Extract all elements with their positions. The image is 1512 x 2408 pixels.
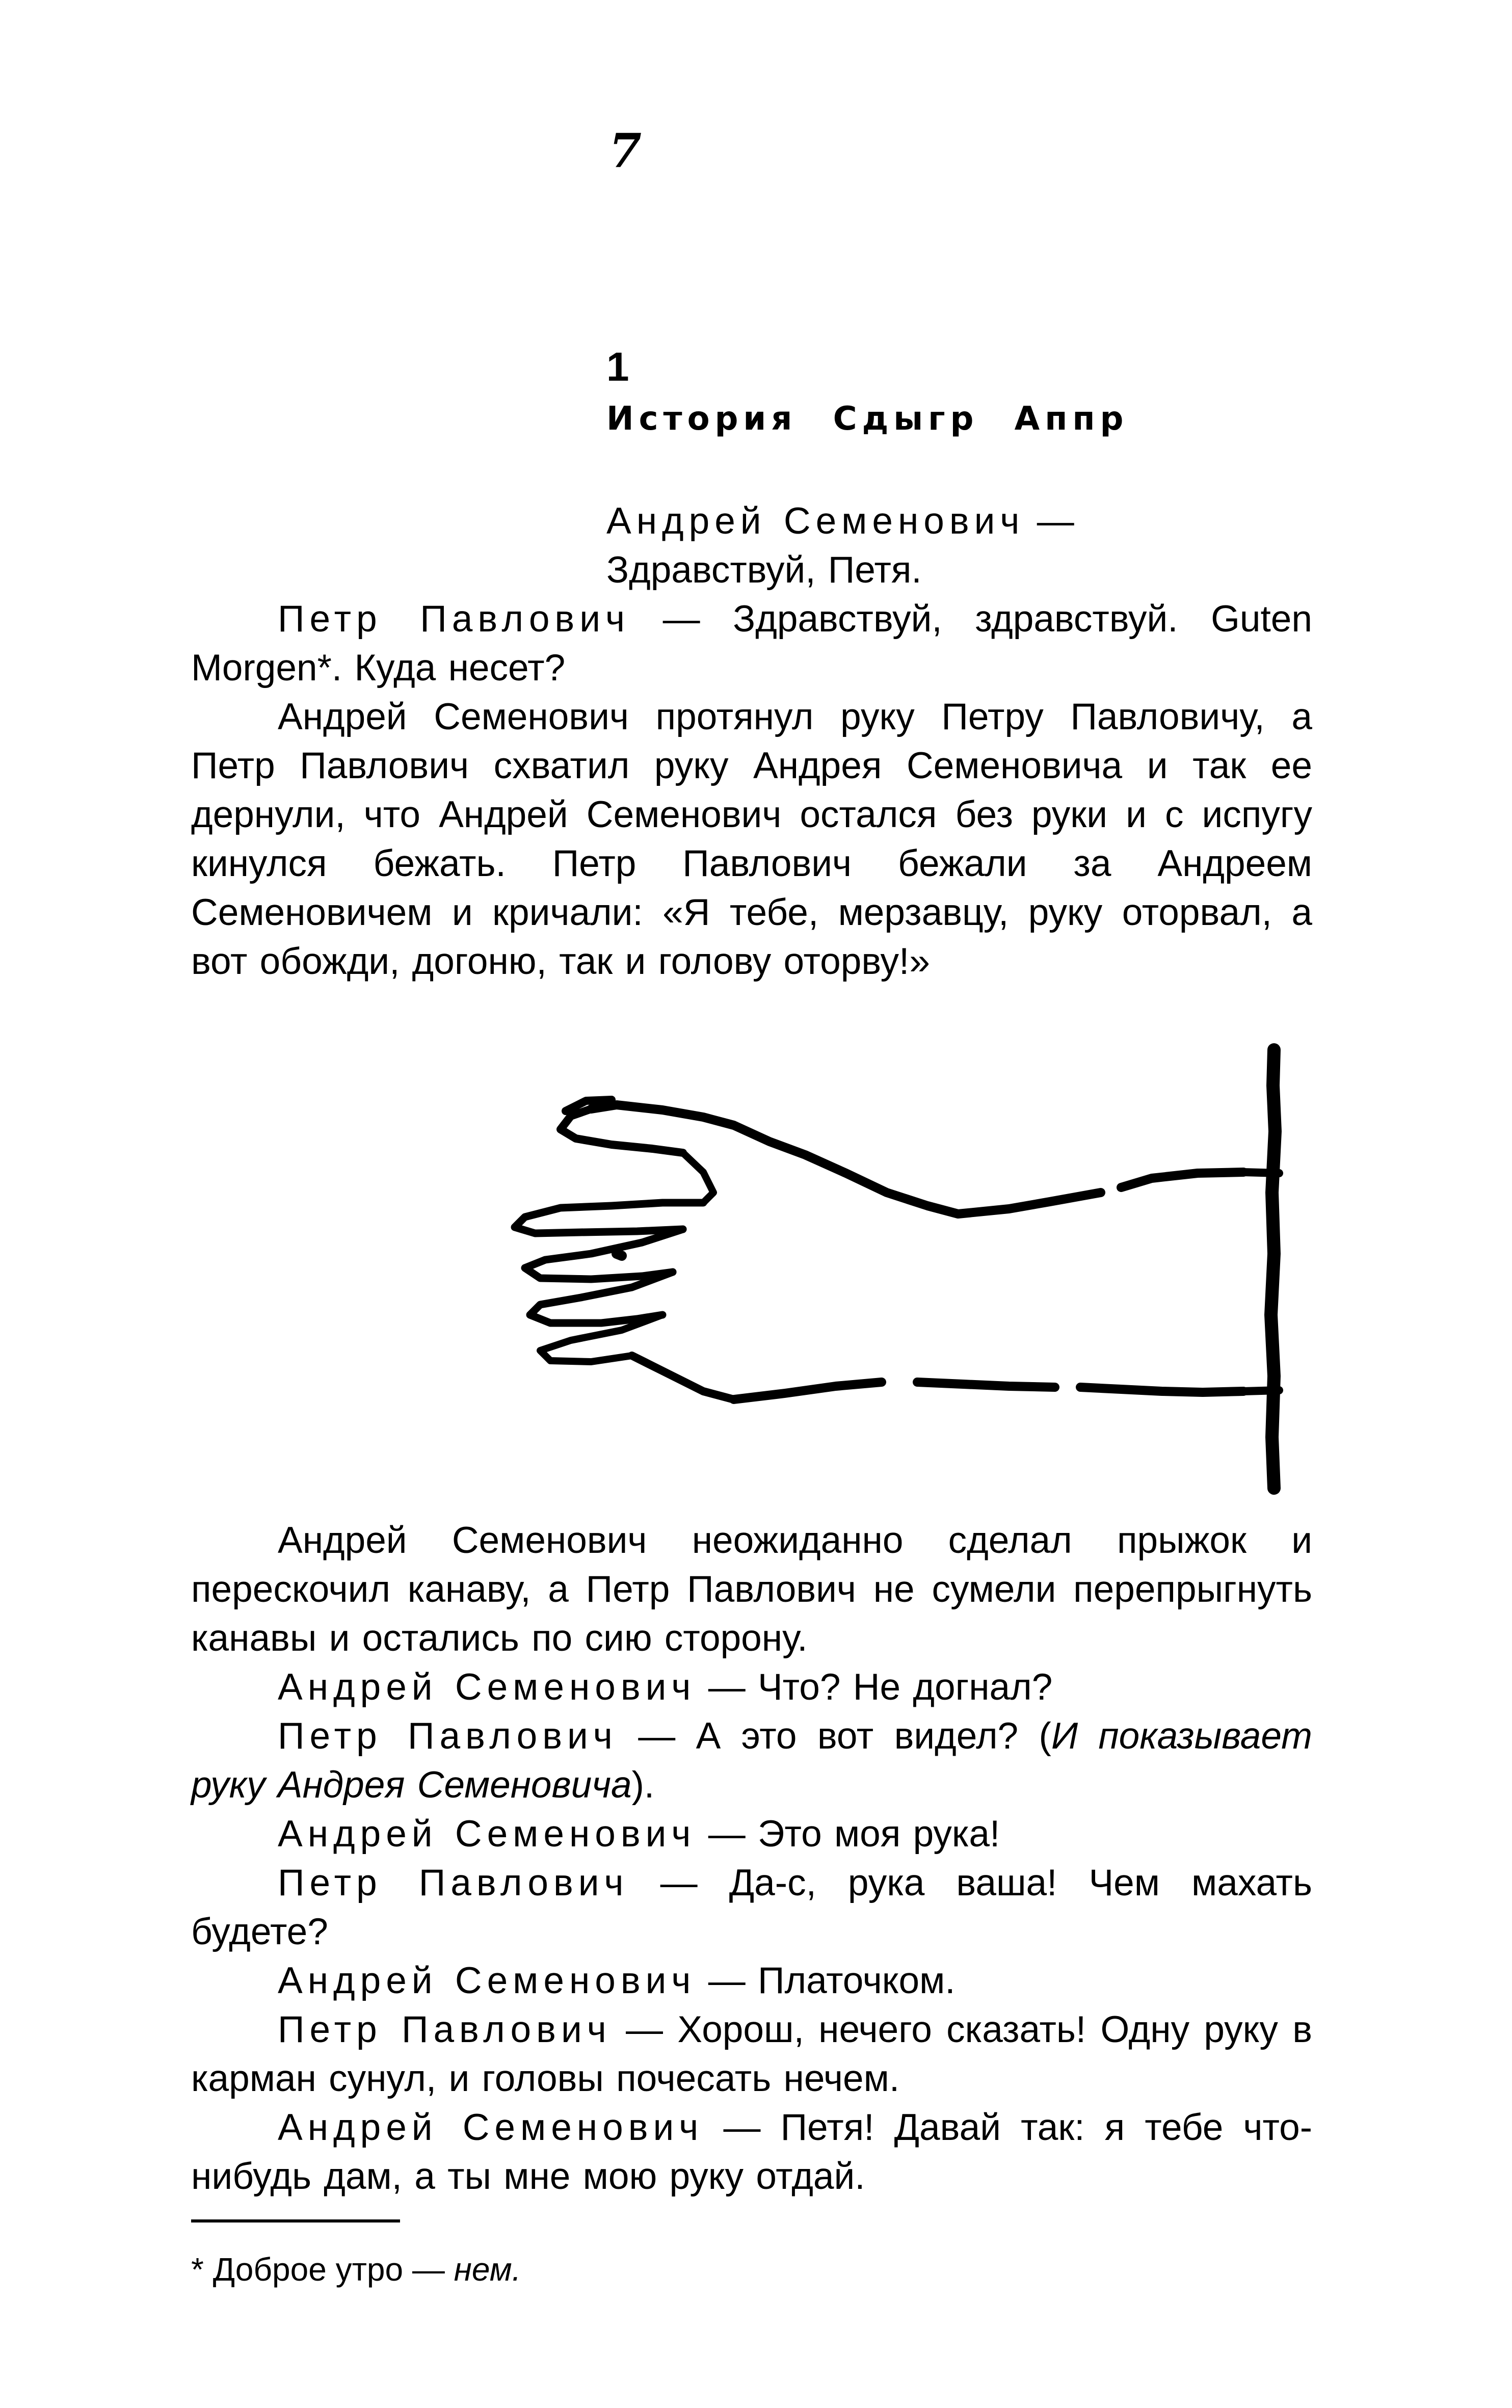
speaker-name: Андрей Семенович [606,500,1025,542]
speech-line-8 [191,2005,1312,2103]
speech-line-9 [191,2103,1312,2201]
speech-text: — Да-с, рука ваша! Чем махать будете? [191,1862,1312,1952]
speaker-name: Петр Павлович [278,2009,612,2050]
footnote-marker: * [191,2251,204,2288]
speech-line-2 [191,595,1312,693]
speech-text-end: ). [631,1764,655,1806]
stage-direction: И показывает руку Андрея Семеновича [191,1715,1312,1806]
dialogue-bottom [191,1516,1312,2201]
chapter-title: История Сдыгр Аппр [606,400,1129,438]
speech-text: — Здравствуй, здравствуй. Guten Morgen*. Куда несет? [191,598,1312,689]
speaker-name: Петр Павлович [278,1715,618,1757]
speech-line-5 [191,1810,1312,1859]
footnote-rule [191,2219,400,2222]
speech-line-7 [191,1956,1312,2005]
narration-paragraph-2: Андрей Семенович неожиданно сделал прыжок и перескочил канаву, а Петр Павлович не сумели перепрыгнуть канавы и остались по сию сторону. [191,1520,1312,1659]
speaker-name: Андрей Семенович [278,1960,696,2001]
speaker-name: Андрей Семенович [278,1666,696,1708]
dash: — [1024,500,1074,542]
speaker-name: Петр Павлович [278,598,630,640]
speech-line-4 [191,1712,1312,1810]
speech-text: — Это моя рука! [696,1813,1000,1855]
speaker-name: Андрей Семенович [278,2107,704,2148]
footnote-lang: нем. [454,2251,521,2288]
page-number: 7 [609,123,642,178]
speech-text: — Платочком. [696,1960,956,2001]
speaker-name: Андрей Семенович [278,1813,696,1855]
speech-text: — Хорош, нечего сказать! Одну руку в карман сунул, и головы почесать нечем. [191,2009,1312,2099]
speech-text: — А это вот видел? ( [617,1715,1051,1757]
speech-line-1 [606,497,1312,595]
speech-text: Здравствуй, Петя. [606,549,922,591]
narration-paragraph-1: Андрей Семенович протянул руку Петру Павловичу, а Петр Павлович схватил руку Андрея Семеновича и так ее дернули, что Андрей Семенович остался без руки и с испугу кинулся бежать. Петр Павлович бежали за Андреем Семеновичем и кричали: «Я тебе, мерзавцу, руку оторвал, а вот обожди, догоню, так и голову оторву!» [191,696,1312,982]
speech-line-6 [191,1859,1312,1956]
speech-text: — Петя! Давай так: я тебе что-нибудь дам, а ты мне мою руку отдай. [191,2107,1313,2197]
chapter-number: 1 [606,344,629,389]
footnote [191,2250,521,2289]
hand-illustration [397,1040,1330,1519]
speaker-name: Петр Павлович [278,1862,629,1903]
footnote-text: Доброе утро — [203,2251,454,2288]
speech-line-3 [191,1663,1312,1712]
dialogue-top [191,497,1312,986]
speech-text: — Что? Не догнал? [696,1666,1053,1708]
